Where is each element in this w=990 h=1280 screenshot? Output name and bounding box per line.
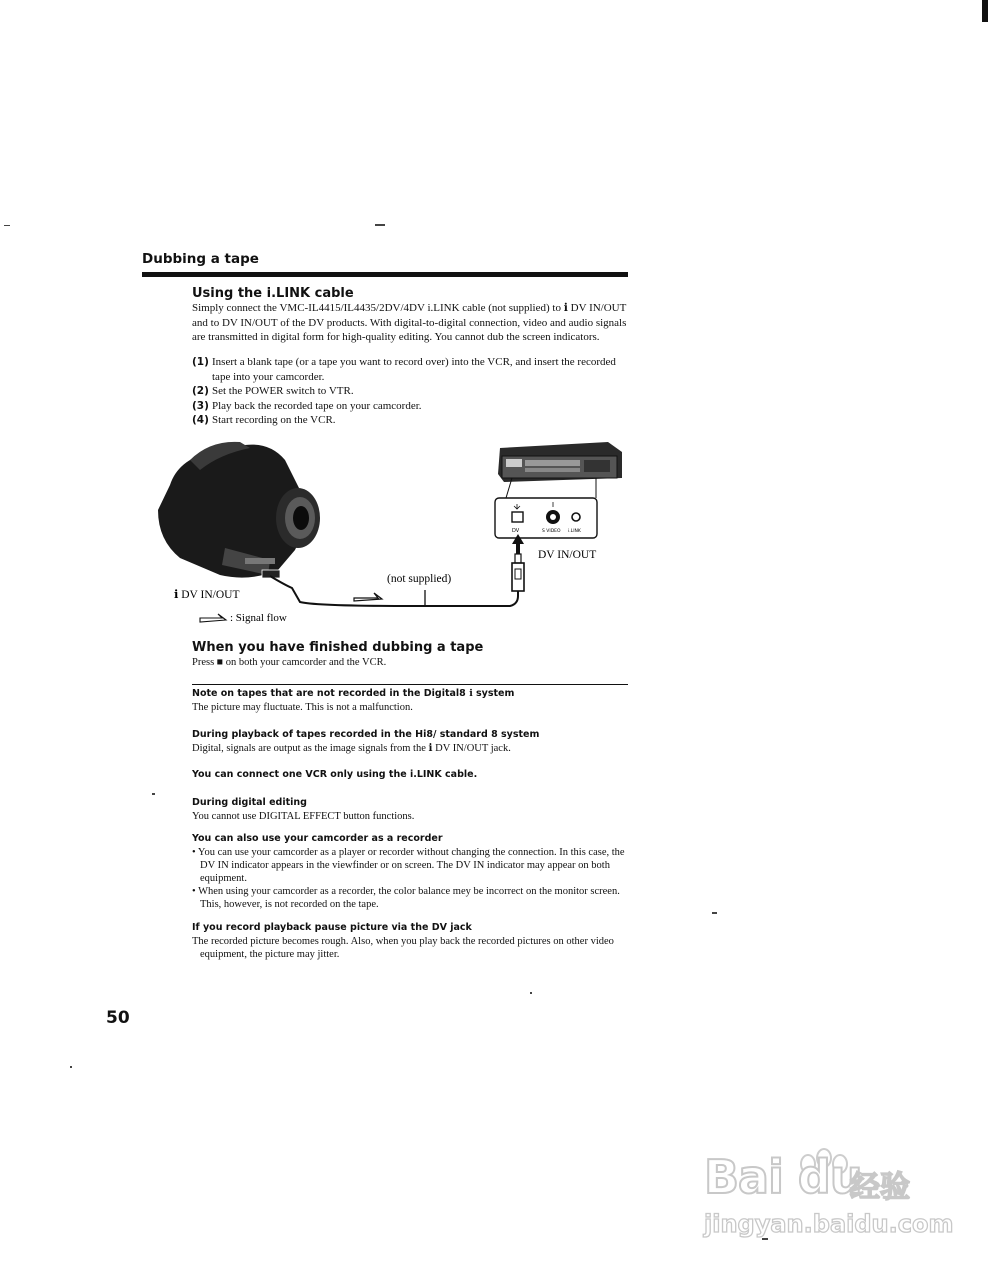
- finished-text: Press ■ on both your camcorder and the VCR.: [192, 657, 387, 668]
- steps-list: [192, 355, 632, 428]
- note-block: [192, 728, 632, 755]
- note-title: You can also use your camcorder as a recorder: [192, 833, 443, 844]
- note-line: The recorded picture becomes rough. Also, when you play back the recorded pictures on other video equipment, the picture may jitter.: [192, 936, 614, 960]
- note-body: [192, 935, 632, 961]
- note-title: If you record playback pause picture via the DV jack: [192, 922, 472, 933]
- note-block: [192, 768, 632, 782]
- panel-label-s-video: S VIDEO: [542, 529, 561, 534]
- step-number: (1): [192, 356, 209, 368]
- ilink-intro: Simply connect the VMC-IL4415/IL4435/2DV/4DV i.LINK cable (not supplied) to ℹ DV IN/OUT and to DV IN/OUT of the DV products. With digital-to-digital connection, video and audio signals are transmitted in digital form for high-quality editing. You cannot dub the screen indicators.: [192, 302, 627, 343]
- step-number: (4): [192, 414, 209, 426]
- note-line: You cannot use DIGITAL EFFECT button functions.: [192, 811, 415, 822]
- page-number: 50: [106, 1008, 130, 1028]
- note-line: • You can use your camcorder as a player or recorder without changing the connection. In this case, the DV IN indicator appears in the viewfinder or on screen. The DV IN indicator may appear on both equipment.: [192, 847, 625, 884]
- cable-plug-tip: [515, 554, 521, 563]
- watermark-brand: Bai du: [704, 1150, 862, 1204]
- legend-arrow-icon: [200, 614, 226, 622]
- connection-diagram: [150, 430, 630, 630]
- section-rule: [142, 272, 628, 277]
- step-item: [192, 355, 632, 384]
- step-item: [192, 399, 632, 414]
- finished-heading: When you have finished dubbing a tape: [192, 640, 484, 655]
- note-body: [192, 846, 632, 911]
- step-number: (2): [192, 385, 209, 397]
- step-number: (3): [192, 399, 209, 412]
- signal-arrow: [354, 593, 382, 601]
- step-text: Play back the recorded tape on your camcorder.: [212, 399, 422, 412]
- note-block: [192, 687, 632, 714]
- notes-rule: [192, 684, 628, 685]
- note-body: [192, 810, 632, 823]
- watermark-url: jingyan.baidu.com: [704, 1210, 954, 1238]
- watermark-cn: 经验: [850, 1170, 910, 1205]
- note-title: During digital editing: [192, 797, 307, 808]
- panel-label-ilink: i.LINK: [568, 529, 581, 534]
- camcorder-jack-label: ℹ DV IN/OUT: [174, 589, 240, 601]
- vcr-jack-panel: [495, 498, 597, 538]
- ilink-heading: Using the i.LINK cable: [192, 286, 354, 301]
- note-body: [192, 742, 632, 755]
- note-title: You can connect one VCR only using the i.LINK cable.: [192, 769, 478, 780]
- note-body: [192, 701, 632, 714]
- panel-label-dv: DV: [512, 528, 520, 534]
- scan-edge-mark: [982, 0, 988, 22]
- note-title: During playback of tapes recorded in the Hi8/ standard 8 system: [192, 729, 540, 740]
- step-item: [192, 413, 632, 428]
- note-line: Digital, signals are output as the image signals from the ℹ DV IN/OUT jack.: [192, 743, 511, 754]
- step-text: Start recording on the VCR.: [212, 414, 336, 426]
- step-text: Insert a blank tape (or a tape you want to record over) into the VCR, and insert the recorded tape into your camcorder.: [212, 356, 616, 383]
- note-title: Note on tapes that are not recorded in the Digital8 ℹ system: [192, 688, 515, 699]
- note-block: [192, 921, 632, 961]
- legend-text: : Signal flow: [230, 612, 287, 624]
- note-block: [192, 832, 632, 911]
- note-block: [192, 796, 632, 823]
- cable-plug: [512, 563, 524, 591]
- vcr-jack-label: DV IN/OUT: [538, 549, 597, 561]
- section-title: Dubbing a tape: [142, 251, 259, 267]
- step-text: Set the POWER switch to VTR.: [212, 385, 354, 397]
- not-supplied-label: (not supplied): [387, 573, 452, 585]
- camcorder-illustration: [158, 442, 320, 578]
- note-line: • When using your camcorder as a recorder, the color balance mey be incorrect on the monitor screen. This, however, is not recorded on the tape.: [192, 886, 620, 910]
- note-line: The picture may fluctuate. This is not a malfunction.: [192, 702, 413, 713]
- vcr-illustration: [498, 442, 622, 482]
- step-item: [192, 384, 632, 399]
